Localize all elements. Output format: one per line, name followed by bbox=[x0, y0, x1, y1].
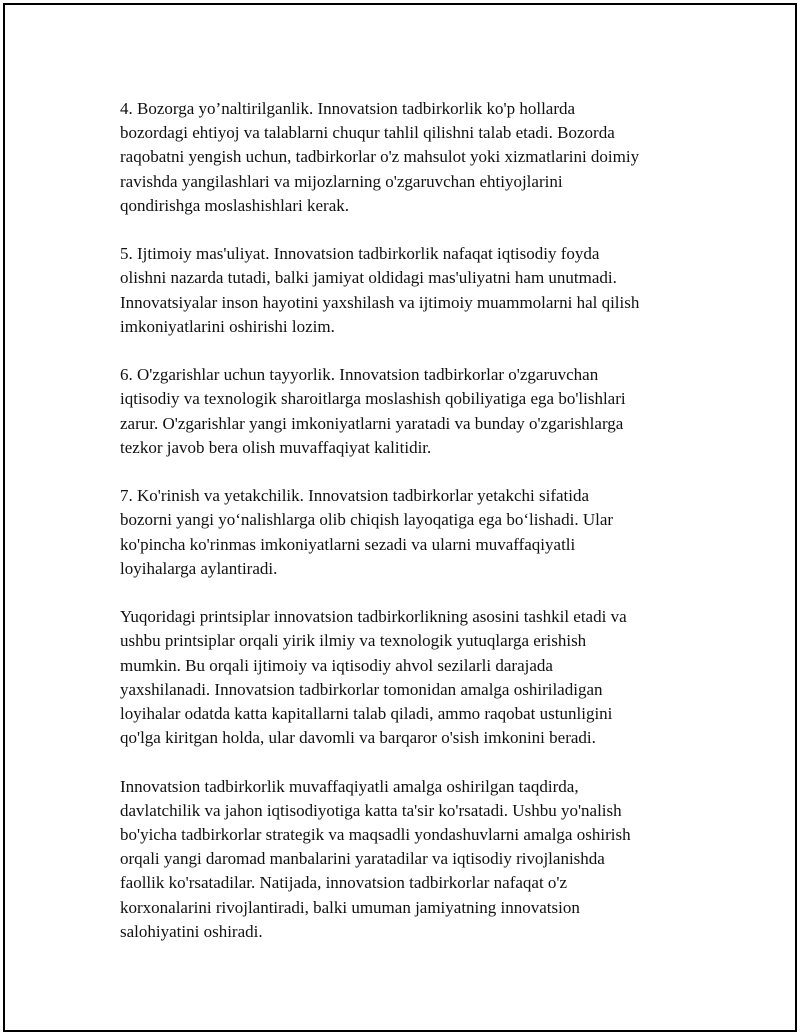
paragraph-vision-leadership: 7. Ko'rinish va yetakchilik. Innovatsion tadbirkorlar yetakchi sifatida bozorni yangi yo‘nalishlarga olib chiqish layoqatiga ega bo‘lishadi. Ular ko'pincha ko'rinmas imkoniyatlarni sezadi va ularni muvaffaqiyatli loyihalarga aylantiradi. bbox=[120, 486, 614, 578]
paragraph-principles-summary: Yuqoridagi printsiplar innovatsion tadbirkorlikning asosini tashkil etadi va ushbu printsiplar orqali yirik ilmiy va texnologik yutuqlarga erishish mumkin. Bu orqali ijtimoiy va iqtisodiy ahvol sezilarli darajada yaxshilanadi. Innovatsion tadbirkorlar tomonidan amalga oshiriladigan loyihalar odatda katta kapitallarni talab qiladi, ammo raqobat ustunligini qo'lga kiritgan holda, ular davomli va barqaror o'sish imkonini beradi. bbox=[120, 607, 627, 748]
paragraph-conclusion: Innovatsion tadbirkorlik muvaffaqiyatli amalga oshirilgan taqdirda, davlatchilik va jahon iqtisodiyotiga katta ta'sir ko'rsatadi. Ushbu yo'nalish bo'yicha tadbirkorlar strategik va maqsadli yondashuvlarni amalga oshirish orqali yangi daromad manbalarini yaratadilar va iqtisodiy rivojlanishda faollik ko'rsatadilar. Natijada, innovatsion tadbirkorlar nafaqat o'z korxonalarini rivojlantiradi, balki umuman jamiyatning innovatsion salohiyatini oshiradi. bbox=[120, 776, 631, 941]
paragraph-social-responsibility: 5. Ijtimoiy mas'uliyat. Innovatsion tadbirkorlik nafaqat iqtisodiy foyda olishni nazarda tutadi, balki jamiyat oldidagi mas'uliyatni ham unutmadi. Innovatsiyalar inson hayotini yaxshilash va ijtimoiy muammolarni hal qilish imkoniyatlarini oshirishi lozim. bbox=[120, 244, 640, 336]
paragraph-market-orientation: 4. Bozorga yo’naltirilganlik. Innovatsion tadbirkorlik ko'p hollarda bozordagi ehtiyoj va talablarni chuqur tahlil qilishni talab etadi. Bozorda raqobatni yengish uchun, tadbirkorlar o'z mahsulot yoki xizmatlarini doimiy ravishda yangilashlari va mijozlarning o'zgaruvchan ehtiyojlarini qondirishga moslashishlari kerak. bbox=[120, 99, 640, 215]
document-page bbox=[3, 3, 797, 1032]
paragraph-readiness-for-change: 6. O'zgarishlar uchun tayyorlik. Innovatsion tadbirkorlar o'zgaruvchan iqtisodiy va texnologik sharoitlarga moslashish qobiliyatiga ega bo'lishlari zarur. O'zgarishlar yangi imkoniyatlarni yaratadi va bunday o'zgarishlarga tezkor javob bera olish muvaffaqiyat kalitidir. bbox=[120, 365, 626, 457]
document-body bbox=[120, 97, 690, 944]
